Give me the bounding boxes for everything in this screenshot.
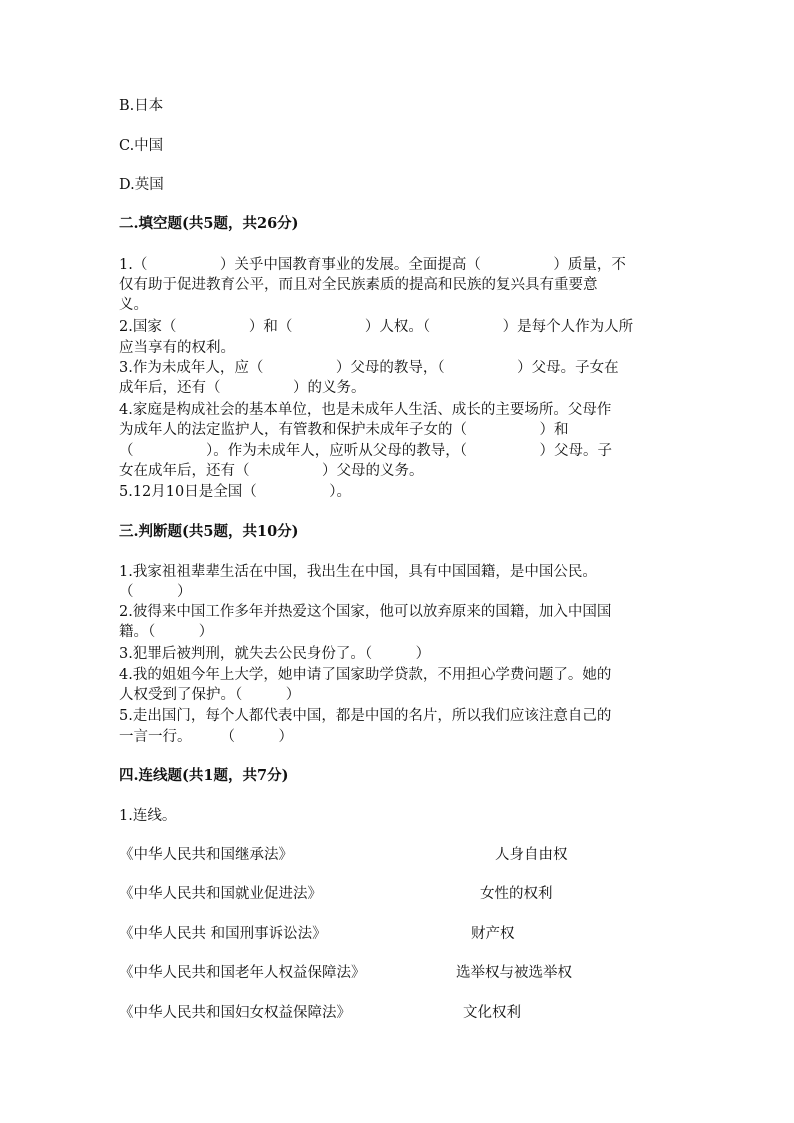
law-item: 《中华人民共和国就业促进法》: [119, 886, 322, 902]
right-item: 财产权: [471, 926, 515, 942]
judge-line: 3.犯罪后被判刑，就失去公民身份了。（ ）: [119, 646, 431, 662]
judge-line: 人权受到了保护。（ ）: [119, 687, 301, 703]
fill-line: 2.国家（ ）和（ ）人权。（ ）是每个人作为人所: [119, 319, 634, 335]
section3-heading: 三.判断题(共5题，共10分): [119, 523, 299, 540]
fill-line: 成年后，还有（ ）的义务。: [119, 380, 366, 396]
fill-line: （ ）。作为未成年人，应听从父母的教导，（ ）父母。子: [119, 443, 612, 459]
right-item: 文化权利: [463, 1005, 521, 1021]
fill-line: 4.家庭是构成社会的基本单位，也是未成年人生活、成长的主要场所。父母作: [119, 402, 612, 418]
option-b: B.日本: [119, 98, 164, 114]
right-item: 选举权与被选举权: [456, 965, 572, 981]
fill-line: 5.12月10日是全国（ ）。: [119, 484, 351, 500]
judge-line: 4.我的姐姐今年上大学，她申请了国家助学贷款，不用担心学费问题了。她的: [119, 667, 612, 683]
judge-line: （ ）: [119, 584, 192, 600]
fill-line: 义。: [119, 297, 148, 313]
law-item: 《中华人民共 和国刑事诉讼法》: [119, 926, 327, 942]
judge-line: 1.我家祖祖辈辈生活在中国，我出生在中国，具有中国国籍，是中国公民。: [119, 564, 597, 580]
right-item: 人身自由权: [495, 847, 568, 863]
fill-line: 为成年人的法定监护人，有管教和保护未成年子女的（ ）和: [119, 422, 569, 438]
judge-line: 2.彼得来中国工作多年并热爱这个国家，他可以放弃原来的国籍，加入中国国: [119, 604, 612, 620]
fill-line: 应当享有的权利。: [119, 340, 235, 356]
fill-line: 3.作为未成年人，应（ ）父母的教导，（ ）父母。子女在: [119, 360, 619, 376]
fill-line: 1.（ ）关乎中国教育事业的发展。全面提高（ ）质量，不: [119, 257, 626, 273]
option-c: C.中国: [119, 138, 164, 154]
section2-heading: 二.填空题(共5题，共26分): [119, 215, 299, 232]
section4-heading: 四.连线题(共1题，共7分): [119, 767, 289, 784]
judge-line: 一言一行。 （ ）: [119, 729, 293, 745]
judge-line: 5.走出国门，每个人都代表中国，都是中国的名片，所以我们应该注意自己的: [119, 708, 612, 724]
judge-line: 籍。（ ）: [119, 624, 214, 640]
law-item: 《中华人民共和国妇女权益保障法》: [119, 1005, 351, 1021]
law-item: 《中华人民共和国老年人权益保障法》: [119, 965, 366, 981]
matching-question: 1.连线。: [119, 808, 177, 824]
right-item: 女性的权利: [480, 886, 553, 902]
option-d: D.英国: [119, 177, 164, 193]
fill-line: 仅有助于促进教育公平，而且对全民族素质的提高和民族的复兴具有重要意: [119, 277, 598, 293]
law-item: 《中华人民共和国继承法》: [119, 847, 293, 863]
fill-line: 女在成年后，还有（ ）父母的义务。: [119, 463, 424, 479]
